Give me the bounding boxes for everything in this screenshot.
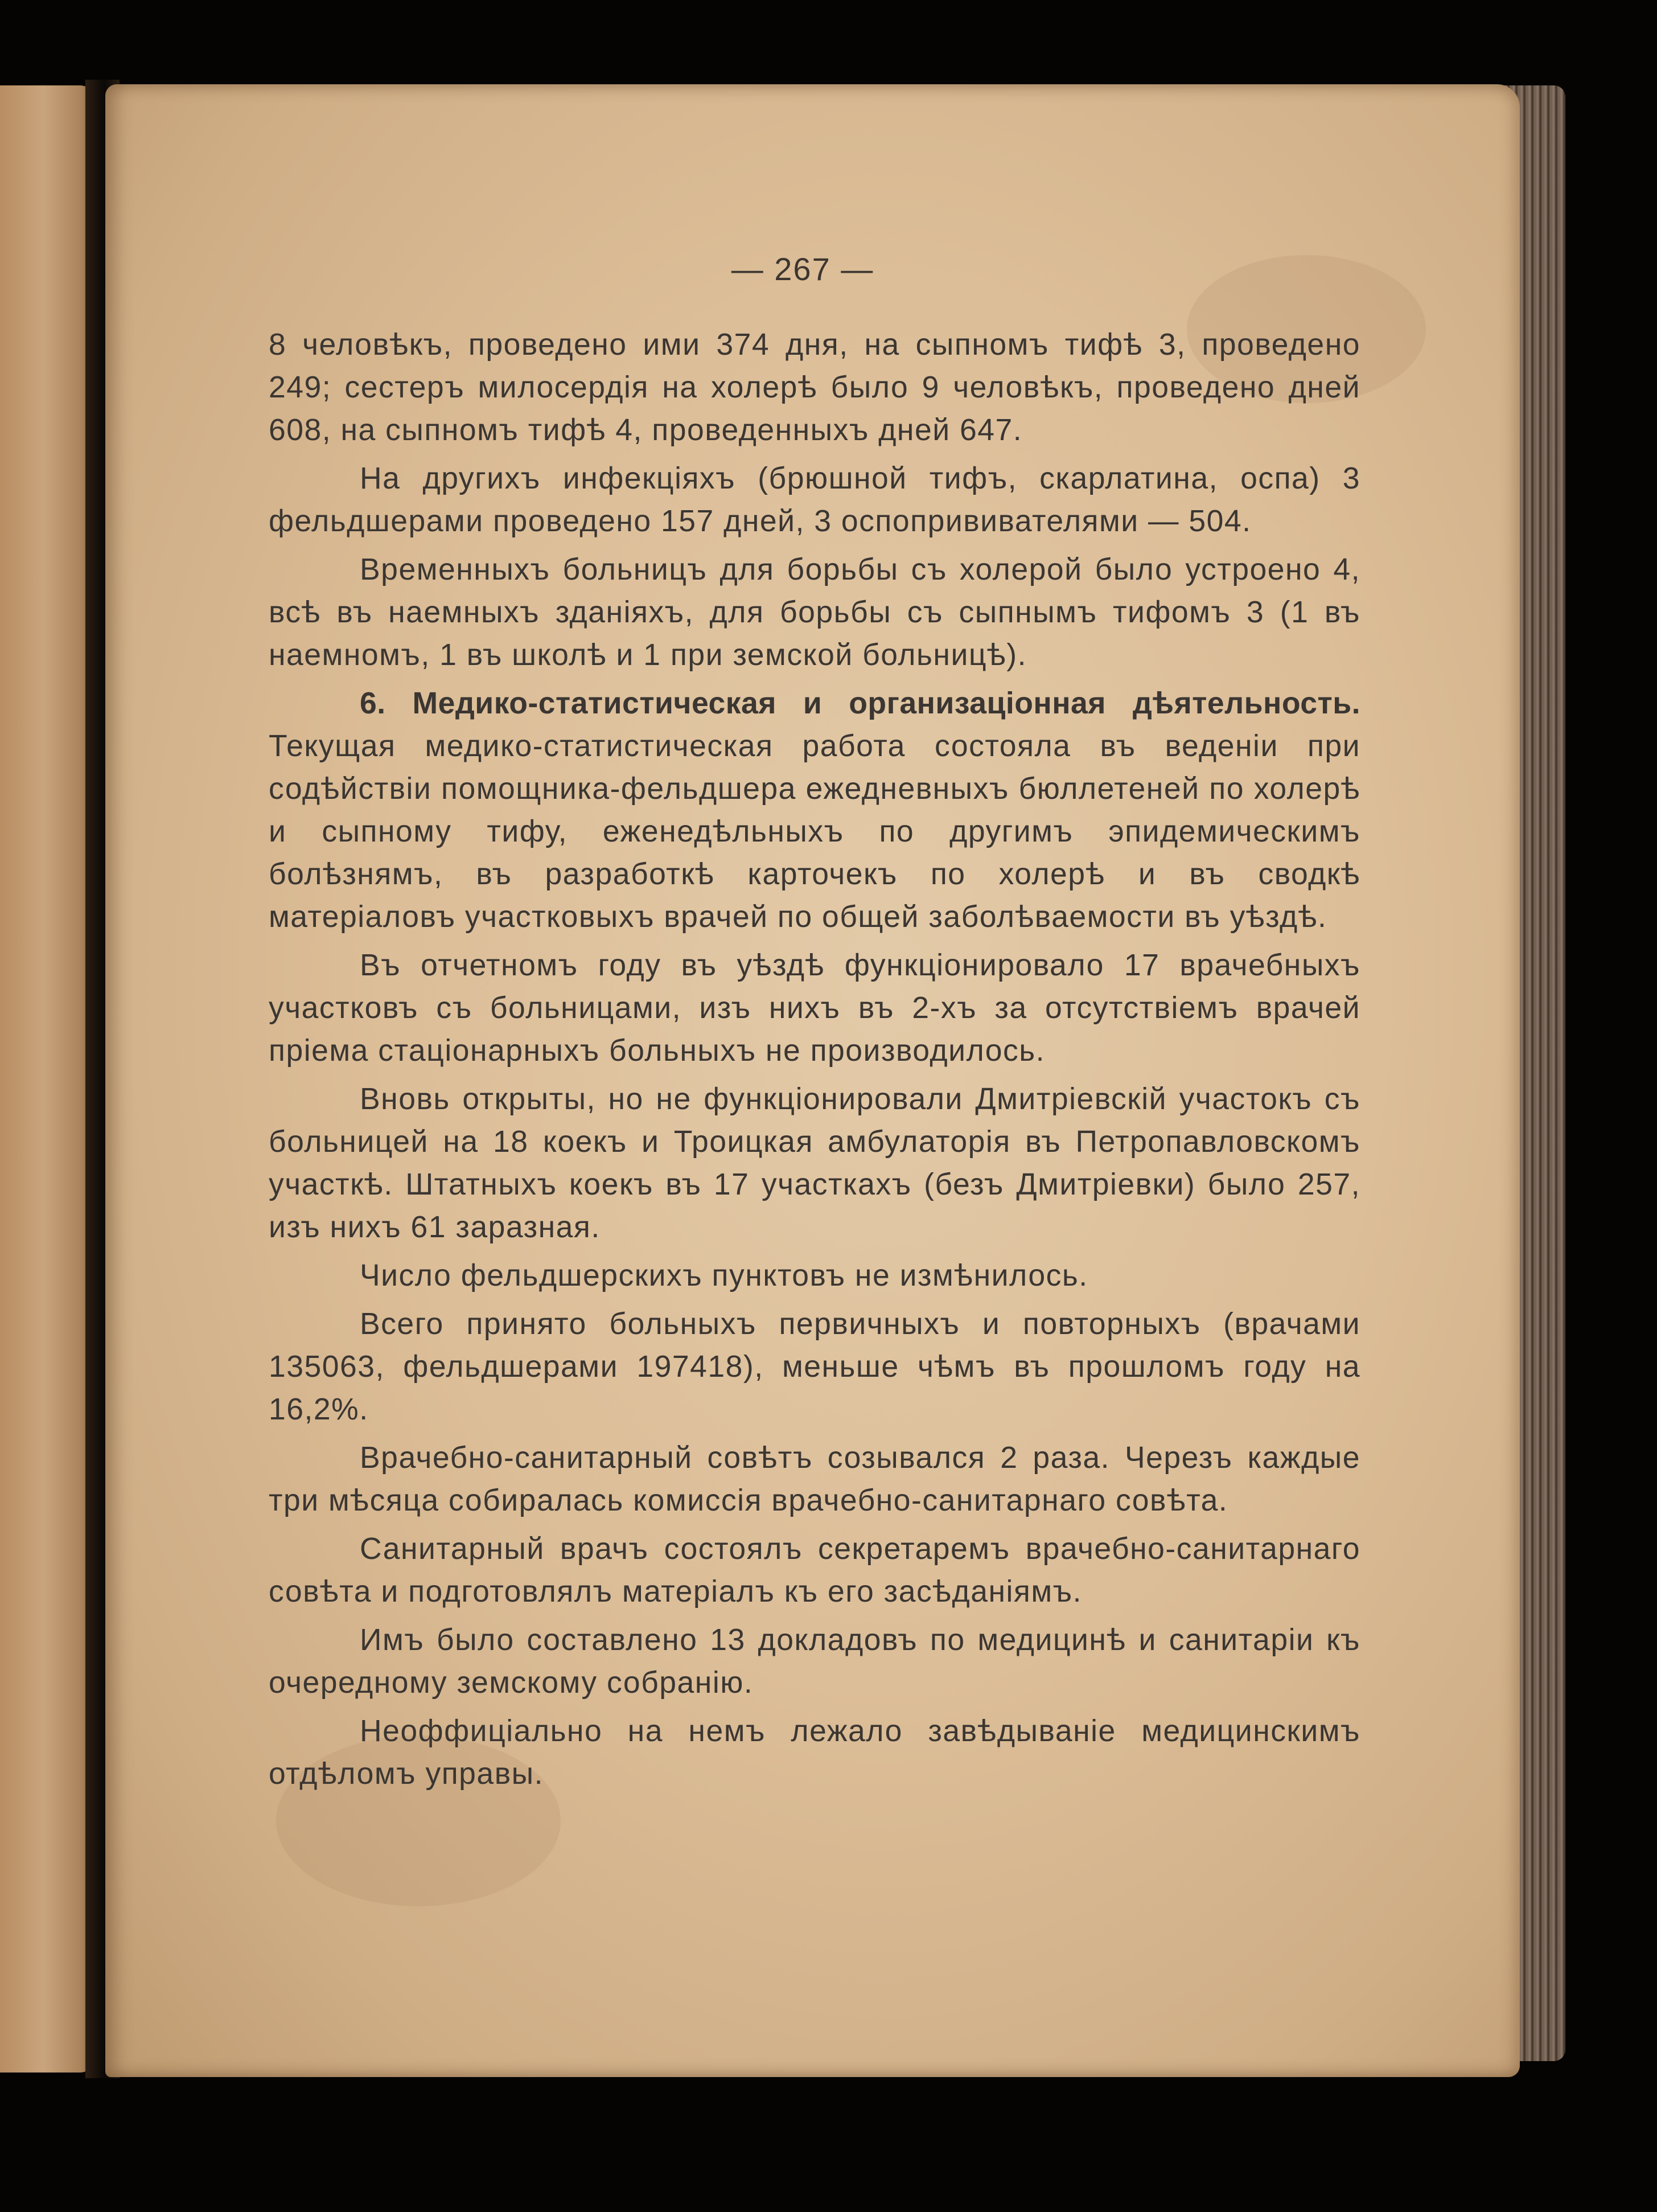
paragraph: Неоффиціально на немъ лежало завѣдываніе медицинскимъ отдѣломъ управы. <box>269 1714 1360 1791</box>
left-page-edge <box>0 85 97 2073</box>
paragraph: Имъ было составлено 13 докладовъ по медицинѣ и санитаріи къ очередному земскому собранію. <box>269 1623 1360 1700</box>
paragraph: На другихъ инфекціяхъ (брюшной тифъ, скарлатина, оспа) 3 фельдшерами проведено 157 дней, 3 оспопрививателями — 504. <box>269 462 1360 538</box>
page-number: — 267 — <box>731 251 874 287</box>
paragraph: Врачебно-санитарный совѣтъ созывался 2 раза. Черезъ каждые три мѣсяца собиралась комиссія врачебно-санитарнаго совѣта. <box>269 1441 1360 1517</box>
section-text: Текущая медико-статистическая работа состояла въ веденіи при содѣйствіи помощника-фельдшера ежедневныхъ бюллетеней по холерѣ и сыпному тифу, еженедѣльныхъ по другимъ эпидемическимъ болѣзнямъ, въ разработкѣ карточекъ по холерѣ и въ сводкѣ матеріаловъ участковыхъ врачей по общей заболѣваемости въ уѣздѣ. <box>269 729 1360 934</box>
paragraph: 8 человѣкъ, проведено ими 374 дня, на сыпномъ тифѣ 3, проведено 249; сестеръ милосердія на холерѣ было 9 человѣкъ, проведено дней 608, на сыпномъ тифѣ 4, проведенныхъ дней 647. <box>269 328 1360 447</box>
paragraph: Въ отчетномъ году въ уѣздѣ функціонировало 17 врачебныхъ участковъ съ больницами, изъ нихъ въ 2-хъ за отсутствіемъ врачей пріема стаціонарныхъ больныхъ не производилось. <box>269 949 1360 1068</box>
section-heading: 6. Медико-статистическая и организаціонная дѣятельность. <box>360 687 1360 720</box>
paragraph: Вновь открыты, но не функціонировали Дмитріевскій участокъ съ больницей на 18 коекъ и Троицкая амбулаторія въ Петропавловскомъ участкѣ. Штатныхъ коекъ въ 17 участкахъ (безъ Дмитріевки) было 257, изъ нихъ 61 заразная. <box>269 1082 1360 1244</box>
paragraph: Число фельдшерскихъ пунктовъ не измѣнилось. <box>360 1259 1088 1292</box>
section-paragraph <box>269 682 1360 938</box>
paragraph: Временныхъ больницъ для борьбы съ холерой было устроено 4, всѣ въ наемныхъ зданіяхъ, для борьбы съ сыпнымъ тифомъ 3 (1 въ наемномъ, 1 въ школѣ и 1 при земской больницѣ). <box>269 553 1360 672</box>
paragraph: Всего принято больныхъ первичныхъ и повторныхъ (врачами 135063, фельдшерами 197418), меньше чѣмъ въ прошломъ году на 16,2%. <box>269 1307 1360 1426</box>
body-text <box>269 323 1360 1795</box>
paragraph: Санитарный врачъ состоялъ секретаремъ врачебно-санитарнаго совѣта и подготовлялъ матеріалъ къ его засѣданіямъ. <box>269 1532 1360 1608</box>
